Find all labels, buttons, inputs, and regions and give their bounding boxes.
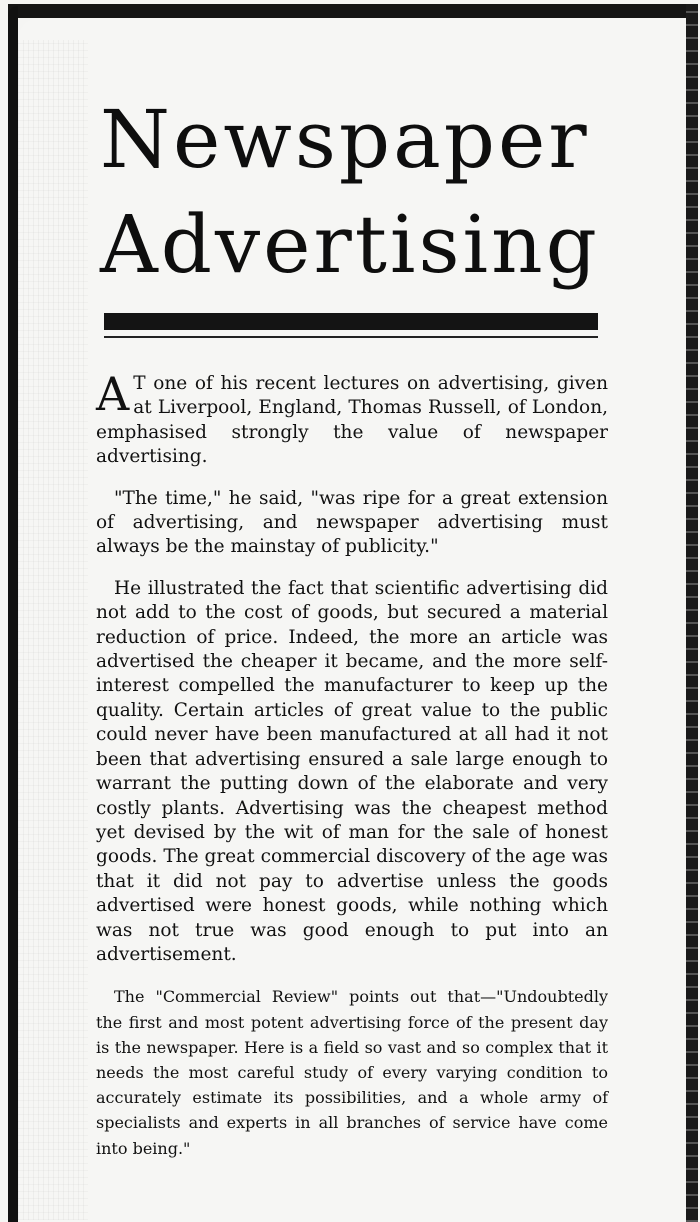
paragraph-1-text: T one of his recent lectures on advertising, given at Liverpool, England, Thomas Russell, of London, emphasised strongly the value of newspaper advertising. xyxy=(96,373,608,468)
article-body xyxy=(96,367,608,1178)
headline-line-2: Advertising xyxy=(100,198,600,291)
article-paragraph-2: "The time," he said, "was ripe for a great extension of advertising, and newspaper advertising must always be the mainstay of publicity." xyxy=(96,487,608,558)
print-speckle xyxy=(18,40,88,1220)
right-border-rule xyxy=(686,4,698,1222)
headline-line-1: Newspaper xyxy=(100,93,590,186)
article-paragraph-4: The "Commercial Review" points out that—"Undoubtedly the first and most potent advertising force of the present day is the newspaper. Here is a field so vast and so complex that it needs the most careful study of every varying condition to accurately estimate its possibilities, and a whole army of specialists and experts in all branches of service have come into being." xyxy=(96,987,608,1158)
headline-rule-thick xyxy=(104,313,598,330)
article-paragraph-3: He illustrated the fact that scientific advertising did not add to the cost of goods, but secured a material reduction of price. Indeed, the more an article was advertised the cheaper it became, and the more self-interest compelled the manufacturer to keep up the quality. Certain articles of great value to the public could never have been manufactured at all had it not been that advertising ensured a sale large enough to warrant the putting down of the elaborate and very costly plants. Advertising was the cheapest method yet devised by the wit of man for the sale of honest goods. The great commercial discovery of the age was that it did not pay to advertise unless the goods advertised were honest goods, while nothing which was not true was good enough to put into an advertisement. xyxy=(96,577,608,965)
left-border-rule xyxy=(8,6,18,1222)
drop-cap: A xyxy=(96,367,130,421)
article-paragraph-1 xyxy=(96,367,608,470)
headline-rule-thin xyxy=(104,336,598,338)
top-border-rule xyxy=(8,4,690,18)
